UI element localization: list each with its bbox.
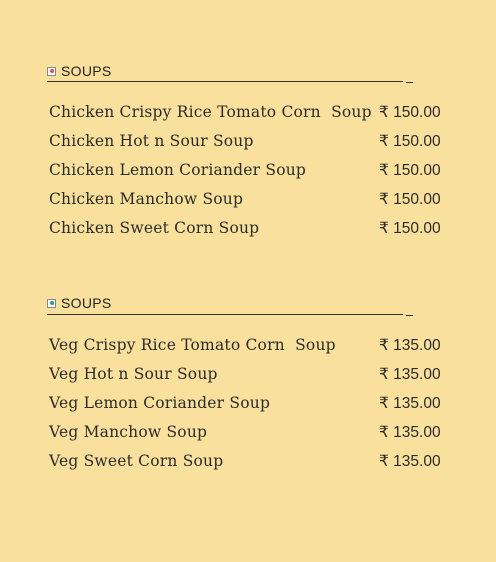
section-divider — [47, 314, 403, 315]
menu-item — [49, 103, 449, 125]
veg-dot-icon — [47, 299, 56, 308]
menu-item-price: ₹ 135.00 — [379, 424, 441, 441]
menu-item — [49, 219, 449, 241]
menu-item-name: Veg Crispy Rice Tomato Corn Soup — [49, 336, 336, 354]
menu-item-price: ₹ 150.00 — [379, 220, 441, 237]
menu-item — [49, 452, 449, 474]
menu-item-name: Chicken Lemon Coriander Soup — [49, 161, 307, 179]
section-title: SOUPS — [61, 295, 112, 311]
menu-item-name: Veg Manchow Soup — [49, 423, 208, 441]
menu-item-price: ₹ 135.00 — [379, 366, 441, 383]
section-header — [47, 293, 112, 313]
menu-item-name: Chicken Crispy Rice Tomato Corn Soup — [49, 103, 372, 121]
menu-item-name: Chicken Sweet Corn Soup — [49, 219, 260, 237]
menu-item — [49, 336, 449, 358]
menu-item-name: Veg Hot n Sour Soup — [49, 365, 218, 383]
menu-item — [49, 161, 449, 183]
menu-item-price: ₹ 150.00 — [379, 191, 441, 208]
menu-item-name: Veg Sweet Corn Soup — [49, 452, 224, 470]
menu-item-price: ₹ 135.00 — [379, 395, 441, 412]
menu-item — [49, 190, 449, 212]
menu-item-price: ₹ 135.00 — [379, 453, 441, 470]
section-divider-tail — [406, 82, 413, 83]
menu-item — [49, 394, 449, 416]
menu-item — [49, 132, 449, 154]
menu-item-price: ₹ 150.00 — [379, 133, 441, 150]
menu-item-price: ₹ 150.00 — [379, 104, 441, 121]
section-divider-tail — [406, 315, 413, 316]
menu-item-name: Chicken Hot n Sour Soup — [49, 132, 254, 150]
section-header — [47, 61, 112, 81]
menu-item-name: Veg Lemon Coriander Soup — [49, 394, 271, 412]
menu-item-name: Chicken Manchow Soup — [49, 190, 244, 208]
nonveg-dot-icon — [47, 67, 56, 76]
section-divider — [47, 81, 403, 82]
menu-item-price: ₹ 135.00 — [379, 337, 441, 354]
menu-item — [49, 365, 449, 387]
menu-item-price: ₹ 150.00 — [379, 162, 441, 179]
section-title: SOUPS — [61, 63, 112, 79]
menu-item — [49, 423, 449, 445]
